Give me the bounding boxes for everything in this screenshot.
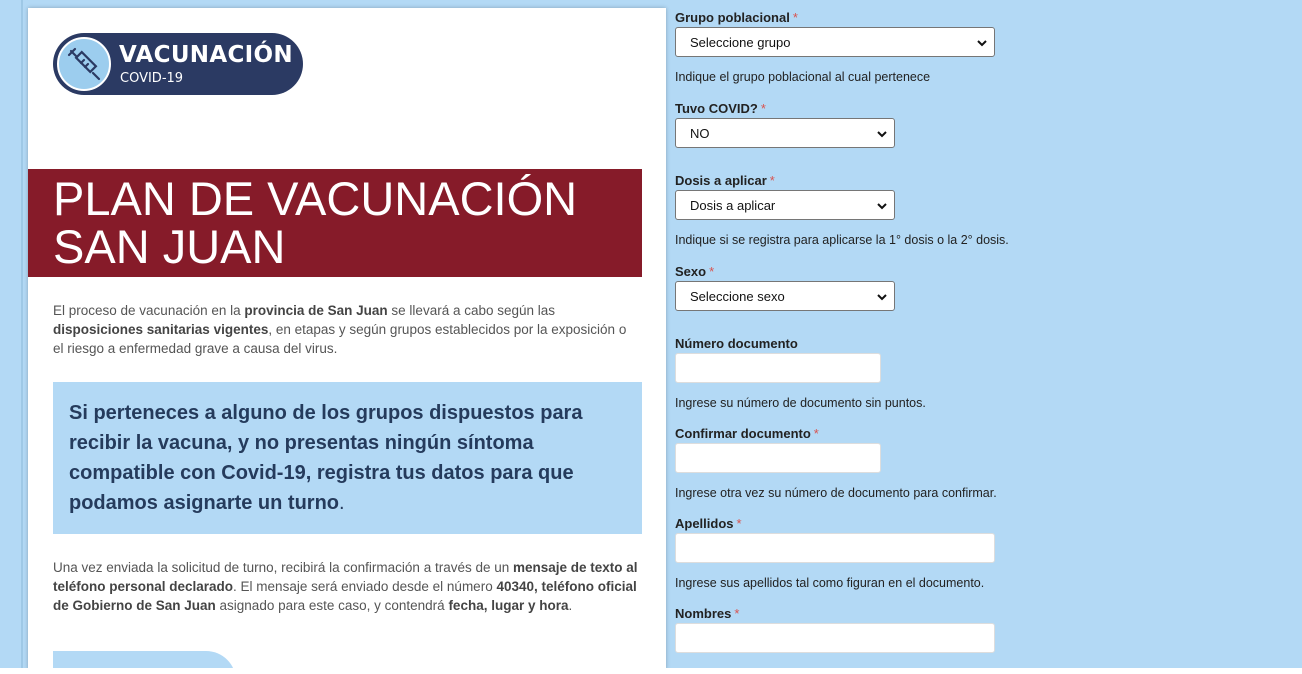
info-panel — [28, 8, 666, 670]
grupo-select[interactable] — [675, 27, 995, 57]
sexo-label — [675, 264, 714, 279]
logo-badge — [57, 37, 111, 91]
logo-subtitle: COVID-19 — [120, 71, 184, 86]
syringe-icon — [59, 39, 109, 89]
confirmar-help: Ingrese otra vez su número de documento para confirmar. — [675, 486, 997, 500]
dosis-label — [675, 173, 775, 188]
dosis-select-value: Dosis a aplicar — [690, 198, 776, 213]
nombres-input[interactable] — [675, 623, 995, 653]
note-text-2: . El mensaje será enviado desde el número — [233, 579, 497, 594]
sexo-select[interactable] — [675, 281, 895, 311]
chevron-down-icon — [875, 199, 889, 213]
required-mark: * — [736, 516, 742, 531]
note-bold-2: 40340, teléfono oficial de Gobierno de San Juan — [53, 579, 637, 613]
confirmar-label-text: Confirmar documento — [675, 426, 811, 441]
note-text-4: . — [568, 598, 573, 613]
registration-form — [675, 0, 1295, 668]
chevron-down-icon — [875, 127, 889, 141]
left-edge-line — [21, 0, 23, 668]
intro-text-1: El proceso de vacunación en la — [53, 303, 245, 318]
note-bold-1: mensaje de texto al teléfono personal declarado — [53, 560, 638, 594]
documento-label: Número documento — [675, 336, 798, 351]
vacunacion-logo — [53, 33, 303, 95]
required-mark: * — [792, 10, 798, 25]
apellidos-label-text: Apellidos — [675, 516, 734, 531]
documento-input[interactable] — [675, 353, 881, 383]
confirmar-label — [675, 426, 819, 441]
note-text-1: Una vez enviada la solicitud de turno, recibirá la confirmación a través de un — [53, 560, 513, 575]
note-bold-3: fecha, lugar y hora — [448, 598, 569, 613]
plan-banner — [28, 169, 642, 277]
confirmar-input[interactable] — [675, 443, 881, 473]
chevron-down-icon — [975, 36, 989, 50]
note-text-3: asignado para este caso, y contendrá — [215, 598, 449, 613]
banner-title: PLAN DE VACUNACIÓN SAN JUAN — [53, 172, 578, 273]
apellidos-label — [675, 516, 742, 531]
dosis-select[interactable] — [675, 190, 895, 220]
nombres-label — [675, 606, 739, 621]
grupo-help: Indique el grupo poblacional al cual pertenece — [675, 70, 931, 84]
nombres-label-text: Nombres — [675, 606, 732, 621]
sexo-label-text: Sexo — [675, 264, 707, 279]
covid-select-value: NO — [690, 126, 710, 141]
callout-period: . — [339, 492, 345, 514]
required-mark: * — [709, 264, 715, 279]
intro-bold-1: provincia de San Juan — [244, 303, 388, 318]
apellidos-input[interactable] — [675, 533, 995, 563]
bottom-bar — [0, 668, 1302, 674]
documento-help: Ingrese su número de documento sin puntos. — [675, 396, 926, 410]
grupo-label — [675, 10, 798, 25]
intro-paragraph — [53, 301, 638, 358]
intro-text-2: se llevará a cabo según las — [387, 303, 556, 318]
sexo-select-value: Seleccione sexo — [690, 289, 785, 304]
intro-text-3: , en etapas y según grupos establecidos por la exposición o el riesgo a enfermedad grave a causa del virus. — [53, 322, 627, 356]
required-mark: * — [734, 606, 740, 621]
covid-select[interactable] — [675, 118, 895, 148]
grupo-label-text: Grupo poblacional — [675, 10, 790, 25]
covid-label — [675, 101, 766, 116]
apellidos-help: Ingrese sus apellidos tal como figuran en el documento. — [675, 576, 985, 590]
dosis-label-text: Dosis a aplicar — [675, 173, 767, 188]
callout-box — [53, 382, 642, 534]
dosis-help: Indique si se registra para aplicarse la 1° dosis o la 2° dosis. — [675, 233, 1009, 247]
grupo-select-value: Seleccione grupo — [690, 35, 791, 50]
intro-bold-2: disposiciones sanitarias vigentes — [53, 322, 269, 337]
covid-label-text: Tuvo COVID? — [675, 101, 758, 116]
callout-text — [69, 398, 619, 518]
callout-message: Si perteneces a alguno de los grupos dispuestos para recibir la vacuna, y no presentas ningún síntoma compatible con Covid-19, registra tus datos para que podamos asignarte un turno — [69, 402, 583, 514]
confirmation-note — [53, 558, 643, 615]
required-mark: * — [813, 426, 819, 441]
chevron-down-icon — [875, 290, 889, 304]
logo-title: VACUNACIÓN — [119, 42, 293, 68]
required-mark: * — [769, 173, 775, 188]
required-mark: * — [760, 101, 766, 116]
